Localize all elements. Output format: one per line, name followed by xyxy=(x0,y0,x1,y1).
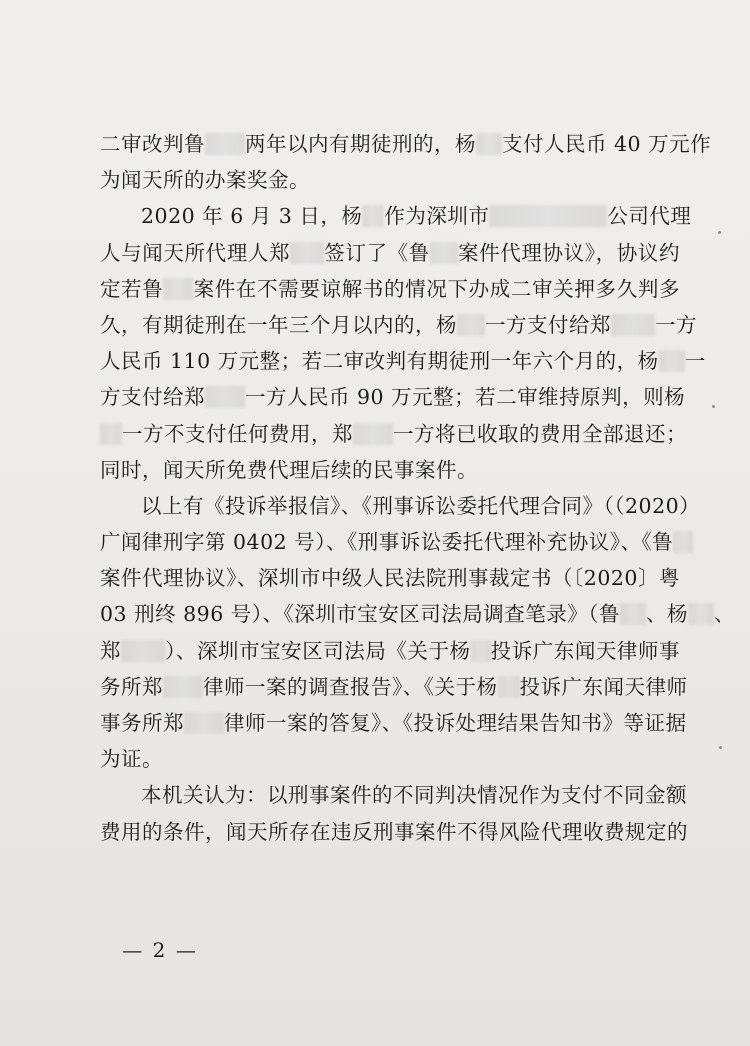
text-line xyxy=(100,162,680,198)
text-run: 投诉广东闻天律师事 xyxy=(490,638,681,663)
text-line xyxy=(100,488,701,524)
paragraph-4 xyxy=(100,777,688,849)
text-run: 定若鲁 xyxy=(100,276,164,301)
text-run: 案件代理协议》、深圳市中级人民法院刑事裁定书（〔2020〕粤 xyxy=(100,566,680,591)
text-line xyxy=(100,452,680,488)
text-run: 郑 xyxy=(100,638,122,663)
text-run: 为闻天所的办案奖金。 xyxy=(100,168,310,193)
text-run: 签订了《鲁 xyxy=(324,240,430,265)
redaction xyxy=(659,350,685,372)
redaction xyxy=(457,314,485,336)
text-run: 一 xyxy=(684,349,706,374)
text-run: 以上有《投诉举报信》、《刑事诉讼委托代理合同》（（2020） xyxy=(141,493,701,518)
text-run: 人与闻天所代理人郑 xyxy=(100,240,291,265)
text-run: 一方将已收取的费用全部退还； xyxy=(393,421,687,446)
redaction xyxy=(184,712,224,734)
text-run: 费用的条件，闻天所存在违反刑事案件不得风险代理收费规定的 xyxy=(100,819,688,844)
text-run: ）、深圳市宝安区司法局《关于杨 xyxy=(165,638,471,663)
text-run: 人民币 110 万元整；若二审改判有期徒刑一年六个月的，杨 xyxy=(100,349,659,374)
text-line xyxy=(100,669,688,705)
redaction xyxy=(100,423,122,445)
redaction xyxy=(673,531,693,553)
redaction xyxy=(353,423,393,445)
paragraph-3 xyxy=(100,488,736,778)
text-run: 务所郑 xyxy=(100,674,163,699)
text-run: 公司代理 xyxy=(607,204,692,229)
text-run: 律师一案的调查报告》、《关于杨 xyxy=(203,674,498,699)
text-line xyxy=(100,524,680,560)
redaction xyxy=(471,640,491,662)
redaction xyxy=(163,676,203,698)
text-line xyxy=(100,814,688,850)
text-line xyxy=(100,633,680,669)
redaction xyxy=(620,603,646,625)
text-run: 案件在不需要谅解书的情况下办成二审关押多久判多 xyxy=(193,276,681,301)
redaction xyxy=(498,676,520,698)
text-line xyxy=(100,416,687,452)
text-run: 久，有期徒刑在一年三个月以内的，杨 xyxy=(100,312,457,337)
text-line xyxy=(100,198,692,234)
text-line xyxy=(100,379,686,415)
text-run: 支付人民币 40 万元作 xyxy=(502,132,712,156)
text-run: 为证。 xyxy=(100,747,163,772)
paragraph-1 xyxy=(100,126,712,198)
text-run: 作为深圳市 xyxy=(384,204,490,229)
text-line xyxy=(100,560,680,596)
text-run: 一方 xyxy=(655,312,697,337)
text-line xyxy=(100,307,697,343)
text-run: 律师一案的答复》、《投诉处理结果告知书》等证据 xyxy=(224,711,687,735)
text-run: 、杨 xyxy=(646,602,689,627)
text-run: 两年以内有期徒刑的，杨 xyxy=(245,132,476,156)
text-run: 一方人民币 90 万元整；若二审维持原判，则杨 xyxy=(245,385,686,410)
text-line xyxy=(100,741,680,777)
text-line xyxy=(100,596,736,632)
document-body xyxy=(100,126,736,850)
text-line xyxy=(100,271,680,307)
page-number: — 2 — xyxy=(122,938,198,962)
text-run: 一方支付给郑 xyxy=(485,312,611,337)
text-run: 03 刑终 896 号）、《深圳市宝安区司法局调查笔录》（鲁 xyxy=(100,602,621,627)
text-line xyxy=(100,343,706,379)
redaction xyxy=(430,242,458,264)
text-run: 一方不支付任何费用，郑 xyxy=(122,421,353,446)
redaction xyxy=(205,386,245,408)
redaction xyxy=(290,242,324,264)
text-line xyxy=(100,235,680,271)
scan-speck xyxy=(712,405,715,408)
text-line xyxy=(100,777,687,813)
text-run: 、 xyxy=(714,602,736,627)
text-run: 事务所郑 xyxy=(100,711,184,735)
redaction xyxy=(121,640,165,662)
redaction xyxy=(688,603,714,625)
redaction xyxy=(476,133,502,155)
text-run: 二审改判鲁 xyxy=(100,132,205,156)
text-run: 同时，闻天所免费代理后续的民事案件。 xyxy=(100,457,478,482)
redaction xyxy=(489,205,607,227)
text-run: 广闻律刑字第 0402 号）、《刑事诉讼委托代理补充协议》、《鲁 xyxy=(100,530,674,555)
paragraph-2 xyxy=(100,198,706,488)
redaction xyxy=(163,278,193,300)
text-run: 2020 年 6 月 3 日，杨 xyxy=(141,204,363,229)
text-run: 本机关认为：以刑事案件的不同判决情况作为支付不同金额 xyxy=(141,783,687,808)
redaction xyxy=(205,133,245,155)
text-line xyxy=(100,126,712,162)
text-run: 案件代理协议》，协议约 xyxy=(457,240,680,265)
scan-speck xyxy=(719,746,722,749)
text-line xyxy=(100,705,687,741)
redaction xyxy=(362,205,384,227)
scan-speck xyxy=(718,231,721,234)
text-run: 投诉广东闻天律师 xyxy=(519,674,688,699)
text-run: 方支付给郑 xyxy=(100,385,205,410)
redaction xyxy=(611,314,655,336)
